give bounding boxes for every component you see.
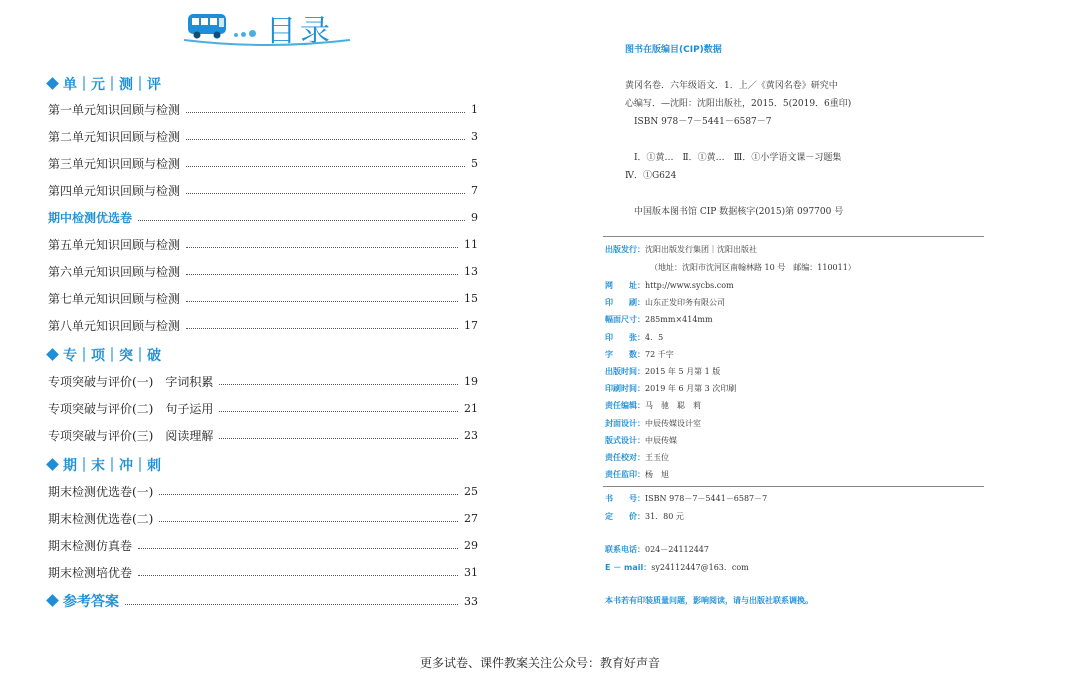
toc-page-number: 21 <box>464 401 478 415</box>
toc-label: 期末检测优选卷(一) <box>48 484 154 499</box>
dot-leader <box>186 301 458 302</box>
toc-label: 第五单元知识回顾与检测 <box>48 237 181 252</box>
toc-page-number: 1 <box>471 102 478 116</box>
cip-title: 图书在版编目(CIP)数据 <box>625 45 722 55</box>
toc-row[interactable] <box>48 399 478 417</box>
info-row: 责任监印：杨 旭 <box>605 470 669 480</box>
toc-label: 第三单元知识回顾与检测 <box>48 156 181 171</box>
cip-line: 黄冈名卷．六年级语文．1．上／《黄冈名卷》研究中 <box>625 81 838 91</box>
toc-row[interactable] <box>48 536 478 554</box>
toc-page-number: 25 <box>464 484 478 498</box>
toc-row[interactable] <box>48 563 478 581</box>
toc-label: 第四单元知识回顾与检测 <box>48 183 181 198</box>
toc-page-number: 33 <box>464 594 478 608</box>
toc-page-number: 5 <box>471 156 478 170</box>
diamond-icon <box>46 348 59 361</box>
toc-label: 第二单元知识回顾与检测 <box>48 129 181 144</box>
diamond-icon <box>46 77 59 90</box>
toc-row[interactable] <box>48 372 478 390</box>
toc-row-answers[interactable] <box>48 592 478 610</box>
toc-row[interactable] <box>48 289 478 307</box>
section-unit-heading: 单｜元｜测｜评 <box>48 74 161 94</box>
toc-page-number: 11 <box>464 237 478 251</box>
toc-page-number: 15 <box>464 291 478 305</box>
info-publisher: 出版发行：沈阳出版发行集团｜沈阳出版社 <box>605 245 757 254</box>
info-price: 定 价：31．80 元 <box>605 512 684 521</box>
dot-leader <box>186 328 458 329</box>
toc-label: 专项突破与评价(二) 句子运用 <box>48 401 214 416</box>
cip-line: 心编写．—沈阳：沈阳出版社，2015．5(2019．6重印) <box>625 99 852 109</box>
toc-page-number: 3 <box>471 129 478 143</box>
toc-label: 第七单元知识回顾与检测 <box>48 291 181 306</box>
cip-line: Ⅰ．①黄… Ⅱ．①黄… Ⅲ．①小学语文课－习题集 <box>625 153 842 163</box>
toc-row[interactable] <box>48 154 478 172</box>
section-special-heading: 专｜项｜突｜破 <box>48 345 161 365</box>
dot-leader <box>138 575 458 576</box>
cip-line: Ⅳ．①G624 <box>625 171 677 181</box>
dot-leader <box>186 112 465 113</box>
dot-leader <box>159 521 458 522</box>
toc-page-number: 19 <box>464 374 478 388</box>
info-row: 印刷时间：2019 年 6 月第 3 次印刷 <box>605 384 737 394</box>
toc-row[interactable] <box>48 426 478 444</box>
info-row: 版式设计：中辰传媒 <box>605 435 677 445</box>
cip-line: 中国版本图书馆 CIP 数据核字(2015)第 097700 号 <box>625 207 844 217</box>
toc-page-number: 29 <box>464 538 478 552</box>
toc-label: 专项突破与评价(一) 字词积累 <box>48 374 214 389</box>
divider <box>603 486 984 487</box>
info-row: 字 数：72 千字 <box>605 349 674 359</box>
info-row: 封面设计：中辰传媒设计室 <box>605 418 701 428</box>
dot-leader <box>219 411 458 412</box>
section-final-heading: 期｜末｜冲｜刺 <box>48 455 161 475</box>
toc-header <box>182 4 352 48</box>
dot-leader <box>138 220 465 221</box>
info-row: 责任校对：王玉位 <box>605 453 669 462</box>
diamond-icon <box>46 594 59 607</box>
toc-label: 期末检测培优卷 <box>48 565 133 580</box>
dot-leader <box>159 494 458 495</box>
toc-page-number: 9 <box>471 210 478 224</box>
toc-row[interactable] <box>48 235 478 253</box>
dot-leader <box>186 247 458 248</box>
toc-row[interactable] <box>48 262 478 280</box>
toc-label: 专项突破与评价(三) 阅读理解 <box>48 428 214 443</box>
toc-page-number: 23 <box>464 428 478 442</box>
toc-row[interactable] <box>48 482 478 500</box>
info-row: 幅面尺寸：285mm×414mm <box>605 315 713 325</box>
dot-leader <box>138 548 458 549</box>
toc-page-number: 31 <box>464 565 478 579</box>
cip-line: ISBN 978－7－5441－6587－7 <box>625 117 772 127</box>
toc-page-number: 7 <box>471 183 478 197</box>
diamond-icon <box>46 458 59 471</box>
dot-leader <box>186 193 465 194</box>
footer-text: 更多试卷、课件教案关注公众号：教育好声音 <box>419 656 660 670</box>
toc-page-number: 27 <box>464 511 478 525</box>
toc-label: 第八单元知识回顾与检测 <box>48 318 181 333</box>
info-book-number: 书 号：ISBN 978－7－5441－6587－7 <box>605 494 768 503</box>
page-title: 目录 <box>266 14 334 49</box>
toc-row[interactable] <box>48 181 478 199</box>
info-email: E － mail：sy24112447@163．com <box>605 563 749 572</box>
toc-label: 期末检测优选卷(二) <box>48 511 154 526</box>
info-phone: 联系电话：024－24112447 <box>605 545 709 554</box>
dot-leader <box>125 604 458 605</box>
info-row: 印 张：4．5 <box>605 332 664 342</box>
dot-leader <box>219 384 458 385</box>
toc-label: 第一单元知识回顾与检测 <box>48 102 181 117</box>
toc-label: 期末检测仿真卷 <box>48 538 133 553</box>
dot-leader <box>186 166 465 167</box>
dot-leader <box>186 274 458 275</box>
quality-notice: 本书若有印装质量问题，影响阅读，请与出版社联系调换。 <box>605 596 813 605</box>
toc-row[interactable] <box>48 127 478 145</box>
toc-row[interactable] <box>48 316 478 334</box>
toc-row[interactable] <box>48 100 478 118</box>
info-address: （地址：沈阳市沈河区南翰林路 10 号 邮编：110011） <box>650 263 856 272</box>
toc-page-number: 13 <box>464 264 478 278</box>
toc-label: 参考答案 <box>63 594 119 610</box>
toc-row[interactable] <box>48 509 478 527</box>
toc-page-number: 17 <box>464 318 478 332</box>
info-row: 印 刷：山东正发印务有限公司 <box>605 298 725 308</box>
toc-label: 第六单元知识回顾与检测 <box>48 264 181 279</box>
swoosh-decoration <box>182 34 352 48</box>
divider <box>603 236 984 237</box>
info-row: 责任编辑：马 驰 聪 莉 <box>605 401 701 411</box>
info-row: 网 址：http://www.sycbs.com <box>605 281 734 290</box>
toc-row-midterm[interactable] <box>48 208 478 226</box>
dot-leader <box>219 438 458 439</box>
toc-label: 期中检测优选卷 <box>48 210 133 225</box>
info-row: 出版时间：2015 年 5 月第 1 版 <box>605 367 721 376</box>
dot-leader <box>186 139 465 140</box>
